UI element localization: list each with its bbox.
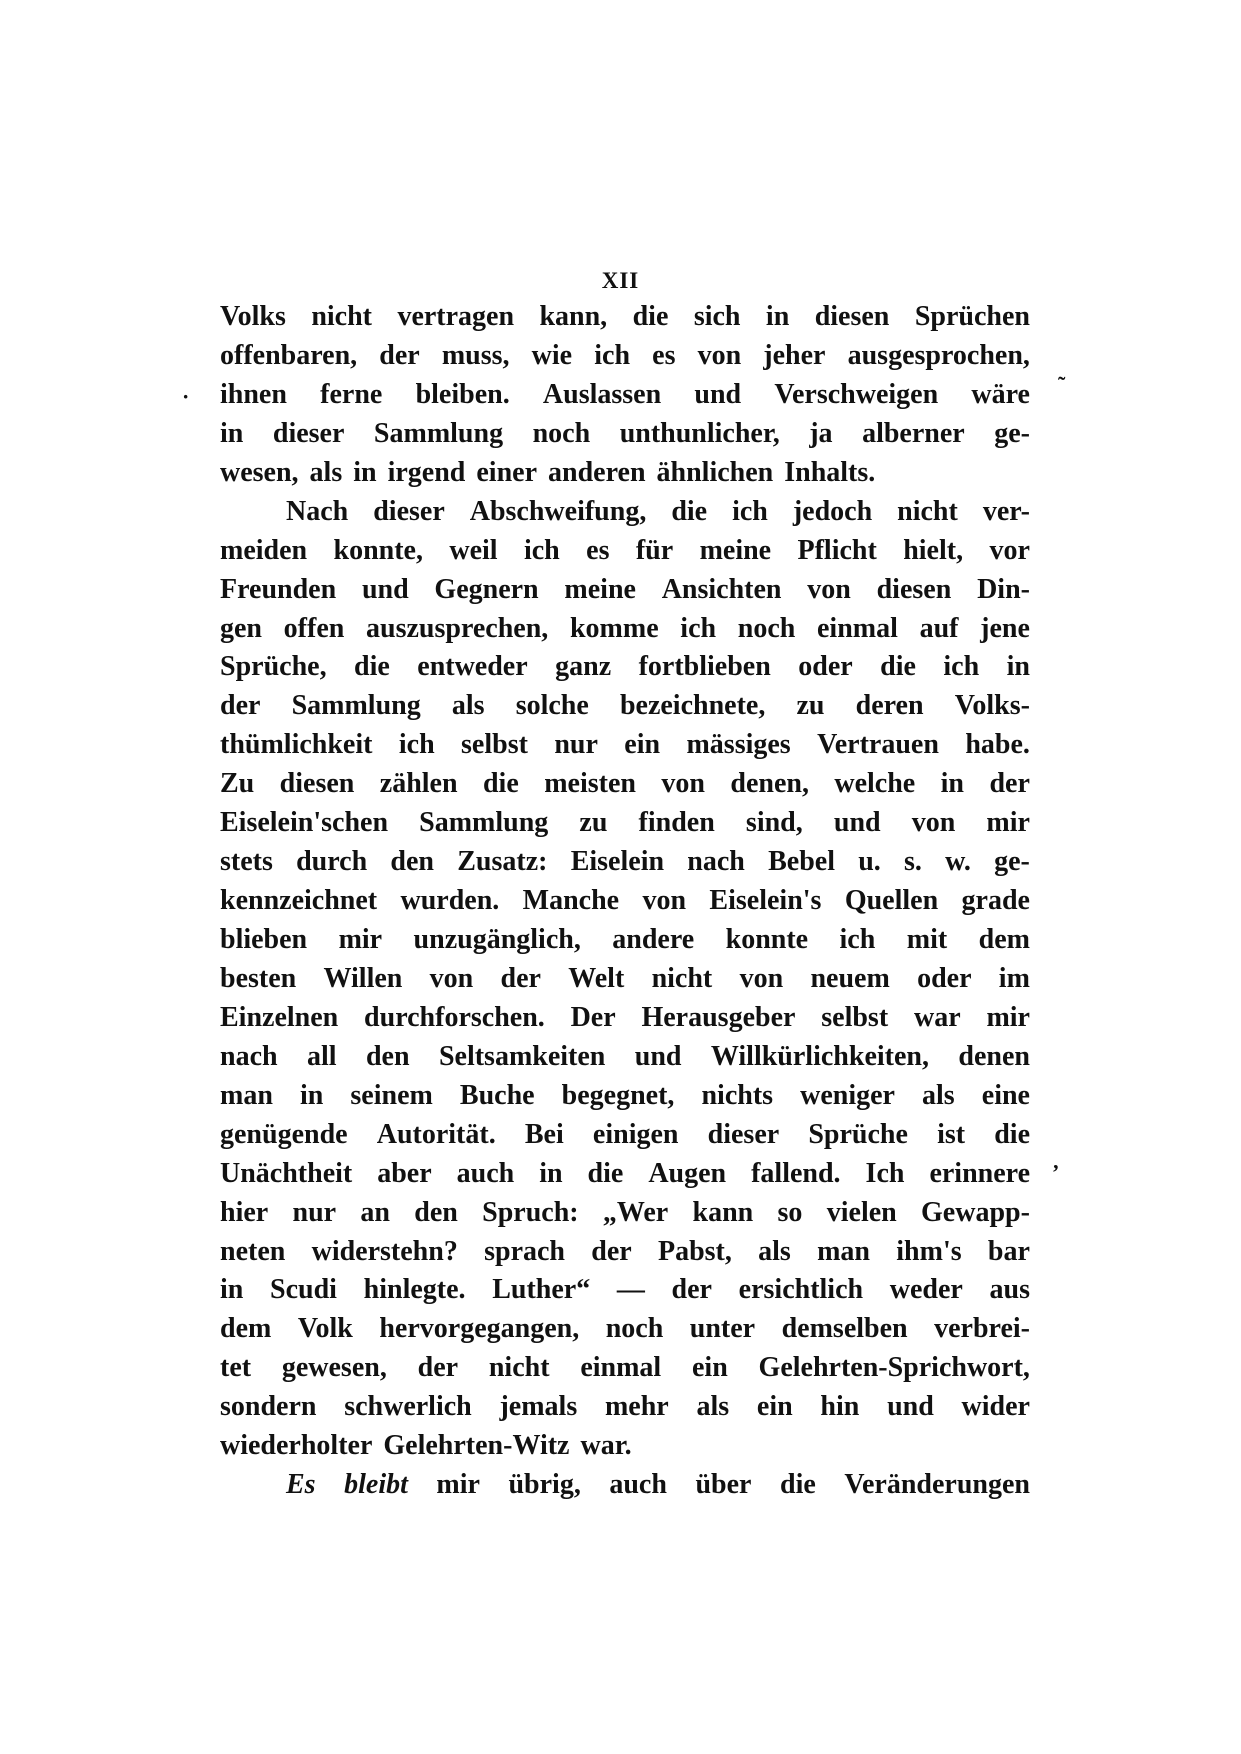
text-line: stets durch den Zusatz: Eiselein nach Bebel u. s. w. ge- (220, 846, 1030, 878)
text-line: in dieser Sammlung noch unthunlicher, ja alberner ge- (220, 417, 1030, 449)
text-line: ihnen ferne bleiben. Auslassen und Verschweigen wäre (220, 378, 1030, 410)
body-text (220, 298, 1030, 1505)
text-line: dem Volk hervorgegangen, noch unter demselben verbrei- (220, 1313, 1030, 1345)
text-line: neten widerstehn? sprach der Pabst, als man ihm's bar (220, 1235, 1030, 1267)
text-line: offenbaren, der muss, wie ich es von jeher ausgesprochen, (220, 339, 1030, 371)
text-line: thümlichkeit ich selbst nur ein mässiges Vertrauen habe. (220, 729, 1030, 761)
text-line: Volks nicht vertragen kann, die sich in diesen Sprüchen (220, 301, 1030, 332)
text-line: gen offen auszusprechen, komme ich noch einmal auf jene (220, 612, 1030, 644)
text-line: man in seinem Buche begegnet, nichts weniger als eine (220, 1079, 1030, 1111)
text-line: sondern schwerlich jemals mehr als ein hin und wider (220, 1391, 1030, 1423)
text-line: Sprüche, die entweder ganz fortblieben oder die ich in (220, 651, 1030, 683)
text-line: wiederholter Gelehrten-Witz war. (220, 1430, 632, 1462)
text-line: blieben mir unzugänglich, andere konnte ich mit dem (220, 924, 1030, 955)
text-line: Es bleibt mir übrig, auch über die Veränderungen (286, 1469, 1030, 1501)
text-line: genügende Autorität. Bei einigen dieser Sprüche ist die (220, 1118, 1030, 1150)
text-line: der Sammlung als solche bezeichnete, zu deren Volks- (220, 690, 1030, 722)
text-line: Zu diesen zählen die meisten von denen, welche in der (220, 768, 1030, 800)
text-line: hier nur an den Spruch: „Wer kann so vielen Gewapp- (220, 1196, 1030, 1228)
text-line: tet gewesen, der nicht einmal ein Gelehrten-Sprichwort, (220, 1352, 1030, 1384)
text-line: Freunden und Gegnern meine Ansichten von diesen Din- (220, 573, 1030, 605)
text-line: Einzelnen durchforschen. Der Herausgeber selbst war mir (220, 1001, 1030, 1033)
text-line: kennzeichnet wurden. Manche von Eiselein's Quellen grade (220, 885, 1030, 917)
page-number: XII (601, 268, 640, 293)
text-line: nach all den Seltsamkeiten und Willkürlichkeiten, denen (220, 1040, 1030, 1072)
margin-mark-right-bottom: ʼ (1052, 1160, 1060, 1185)
margin-mark-left: · (182, 384, 190, 409)
text-line: besten Willen von der Welt nicht von neuem oder im (220, 962, 1030, 994)
text-line: meiden konnte, weil ich es für meine Pflicht hielt, vor (220, 534, 1030, 566)
text-line: wesen, als in irgend einer anderen ähnlichen Inhalts. (220, 456, 876, 488)
text-line: Unächtheit aber auch in die Augen fallend. Ich erinnere (220, 1157, 1030, 1189)
margin-mark-right-top: ˜ (1058, 372, 1066, 397)
text-line: Nach dieser Abschweifung, die ich jedoch nicht ver- (286, 495, 1030, 527)
text-line: in Scudi hinlegte. Luther“ — der ersichtlich weder aus (220, 1274, 1030, 1306)
text-line: Eiselein'schen Sammlung zu finden sind, und von mir (220, 807, 1030, 839)
